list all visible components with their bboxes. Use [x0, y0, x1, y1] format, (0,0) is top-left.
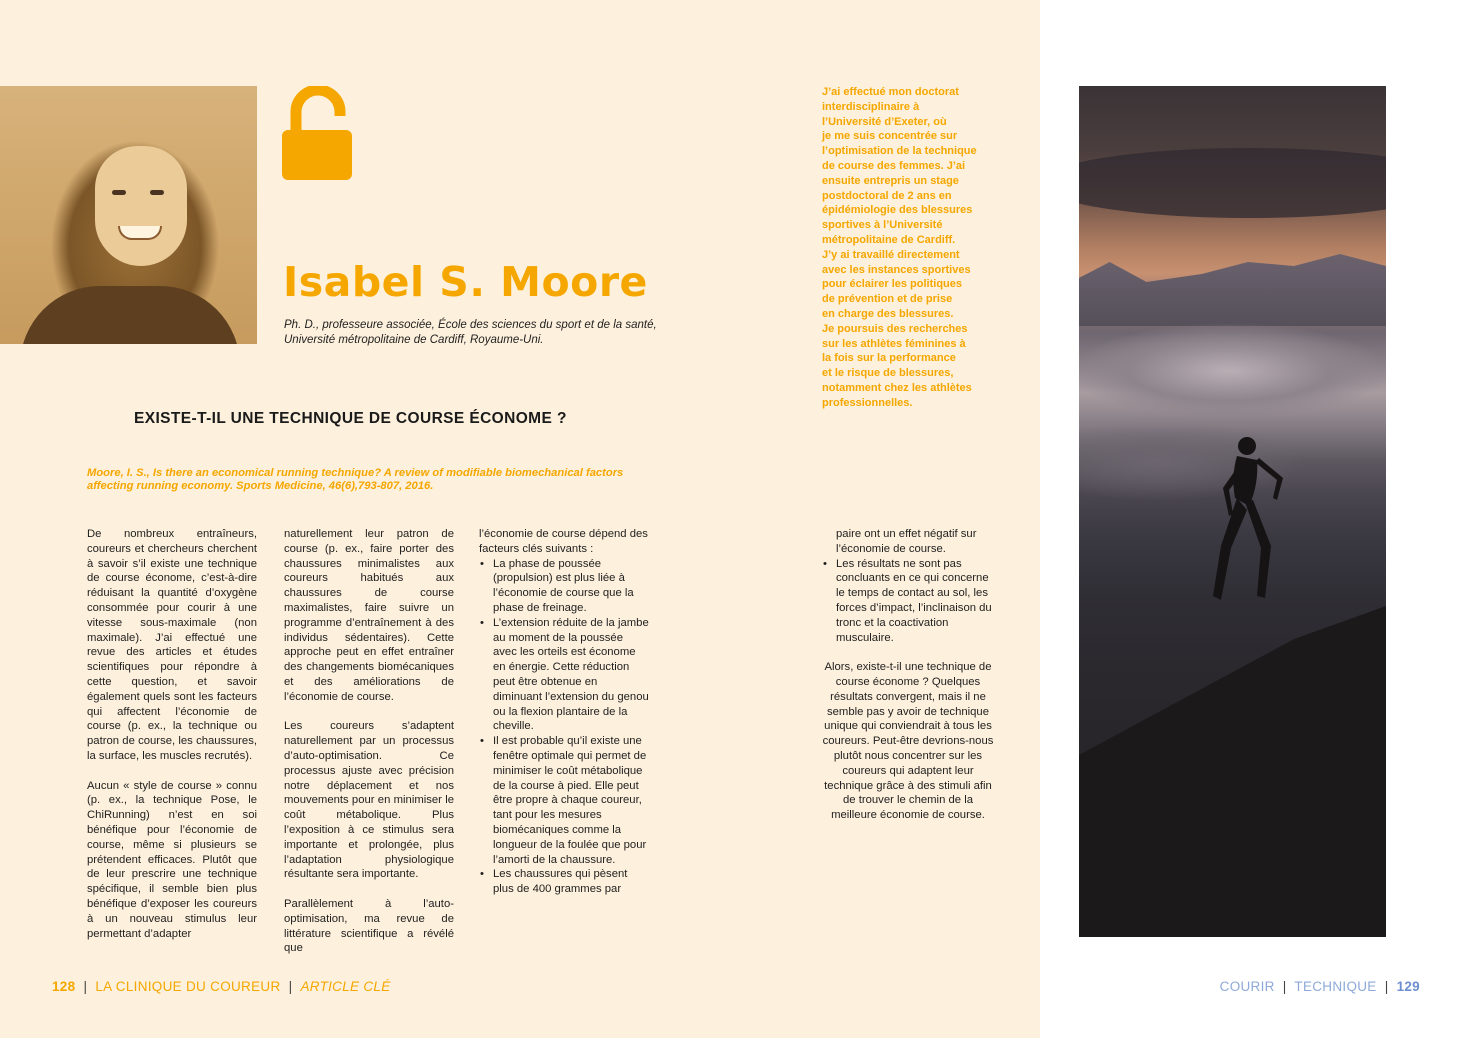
portrait-shoulders — [20, 286, 240, 344]
page-number-right: 129 — [1396, 979, 1420, 994]
paragraph: De nombreux entraîneurs, coureurs et chercheurs cherchent à savoir s’il existe une technique de course économe, c’est-à-dire réduisant la quantité d’oxygène consommée pour courir à une vitesse sous-maximale (non maximale). J’ai effectué une revue des articles et études scientifiques pour répondre à cette question, et savoir également quels sont les facteurs qui affectent l’économie de course (p. ex., la technique ou patron de course, les chaussures, la surface, les muscles recrutés). — [87, 528, 257, 762]
list-continuation: paire ont un effet négatif sur l’économie de course. — [836, 528, 977, 555]
author-affiliation: Ph. D., professeure associée, École des sciences du sport et de la santé, Université métropolitaine de Cardiff, Royaume-Uni. — [284, 319, 657, 346]
portrait-face — [95, 146, 187, 266]
author-portrait — [0, 86, 257, 344]
paragraph: Les coureurs s’adaptent naturellement par un processus d’auto-optimisation. Ce processus ajuste avec précision notre déplacement et nos mouvements pour en minimiser le coût métabolique. Plus l’exposition à ce stimulus sera importante et prolongée, plus l’adaptation physiologique résultante sera importante. — [284, 720, 454, 881]
photo-hillside — [1079, 606, 1386, 937]
footer-separator: | — [83, 979, 88, 994]
footer-section: COURIR — [1219, 979, 1275, 994]
author-name: Isabel S. Moore — [283, 258, 648, 306]
footer-subsection: TECHNIQUE — [1294, 979, 1377, 994]
text-column-1 — [87, 527, 257, 956]
runner-silhouette — [1201, 436, 1293, 616]
list-item: • L’extension réduite de la jambe au moment de la poussée avec les orteils est économe en énergie. Cette réduction peut être obtenue en diminuant l’extension du genou ou la flexion plantaire de la cheville. — [479, 616, 649, 734]
page-number-left: 128 — [52, 979, 76, 994]
portrait-eye-right — [150, 190, 164, 195]
photo-cloud — [1079, 148, 1386, 218]
paragraph: Aucun « style de course » connu (p. ex., la technique Pose, le ChiRunning) n’est en soi bénéfique pour l’économie de course, même si plusieurs se prétendent efficaces. Plutôt que de leur prescrire une technique spécifique, il semble bien plus bénéfique d’exposer les coureurs à un nouveau stimulus leur permettant d’adapter — [87, 779, 257, 940]
list-intro: l’économie de course dépend des facteurs clés suivants : — [479, 528, 648, 555]
factors-list — [479, 557, 649, 897]
footer-left — [52, 979, 391, 994]
footer-section: LA CLINIQUE DU COUREUR — [95, 979, 281, 994]
paragraph: Parallèlement à l’auto-optimisation, ma revue de littérature scientifique a révélé que — [284, 897, 454, 955]
article-headline: EXISTE-T-IL UNE TECHNIQUE DE COURSE ÉCONOME ? — [134, 410, 567, 427]
text-column-2 — [284, 527, 454, 971]
paragraph: naturellement leur patron de course (p. ex., faire porter des chaussures minimalistes aux coureurs habitués aux chaussures de course maximalistes, faire suivre un programme d’entraînement à des individus sédentaires). Cette approche peut en effet entraîner des changements biomécaniques et des améliorations de l’économie de course. — [284, 528, 454, 703]
results-list — [822, 557, 994, 646]
text-column-3 — [479, 527, 649, 897]
footer-right — [1220, 979, 1420, 994]
runner-photo — [1079, 86, 1386, 937]
footer-separator: | — [288, 979, 293, 994]
footer-subsection: ARTICLE CLÉ — [300, 979, 391, 994]
unlocked-padlock-icon — [282, 86, 354, 180]
list-item: • Les résultats ne sont pas concluants en ce qui concerne le temps de contact au sol, les forces d’impact, l’inclinaison du tronc et la coactivation musculaire. — [822, 557, 994, 646]
text-column-4 — [822, 527, 994, 823]
list-item: • Les chaussures qui pèsent plus de 400 grammes par — [479, 867, 649, 897]
list-item: • Il est probable qu’il existe une fenêtre optimale qui permet de minimiser le coût métabolique de la course à pied. Elle peut être propre à chaque coureur, tant pour les mesures biomécaniques comme la longueur de la foulée que pour l’amorti de la chaussure. — [479, 734, 649, 867]
article-citation: Moore, I. S., Is there an economical running technique? A review of modifiable biomechanical factors affecting running economy. Sports Medicine, 46(6),793-807, 2016. — [87, 467, 624, 493]
footer-separator: | — [1282, 979, 1287, 994]
conclusion-paragraph: Alors, existe-t-il une technique de course économe ? Quelques résultats convergent, mais il ne semble pas y avoir de technique unique qui conviendrait à tous les coureurs. Peut-être devrions-nous plutôt nous concentrer sur les coureurs qui adaptent leur technique grâce à des stimuli afin de trouver le chemin de la meilleure économie de course. — [822, 661, 994, 822]
portrait-eye-left — [112, 190, 126, 195]
list-item: • La phase de poussée (propulsion) est plus liée à l’économie de course que la phase de freinage. — [479, 557, 649, 616]
author-bio: J’ai effectué mon doctorat interdisciplinaire à l’Université d’Exeter, où je me suis concentrée sur l’optimisation de la technique de course des femmes. J’ai ensuite entrepris un stage postdoctoral de 2 ans en épidémiologie des blessures sportives à l’Université métropolitaine de Cardiff. J’y ai travaillé directement avec les instances sportives pour éclairer les politiques de prévention et de prise en charge des blessures. Je poursuis des recherches sur les athlètes féminines à la fois sur la performance et le risque de blessures, notamment chez les athlètes professionnelles. — [822, 86, 977, 409]
footer-separator: | — [1384, 979, 1389, 994]
